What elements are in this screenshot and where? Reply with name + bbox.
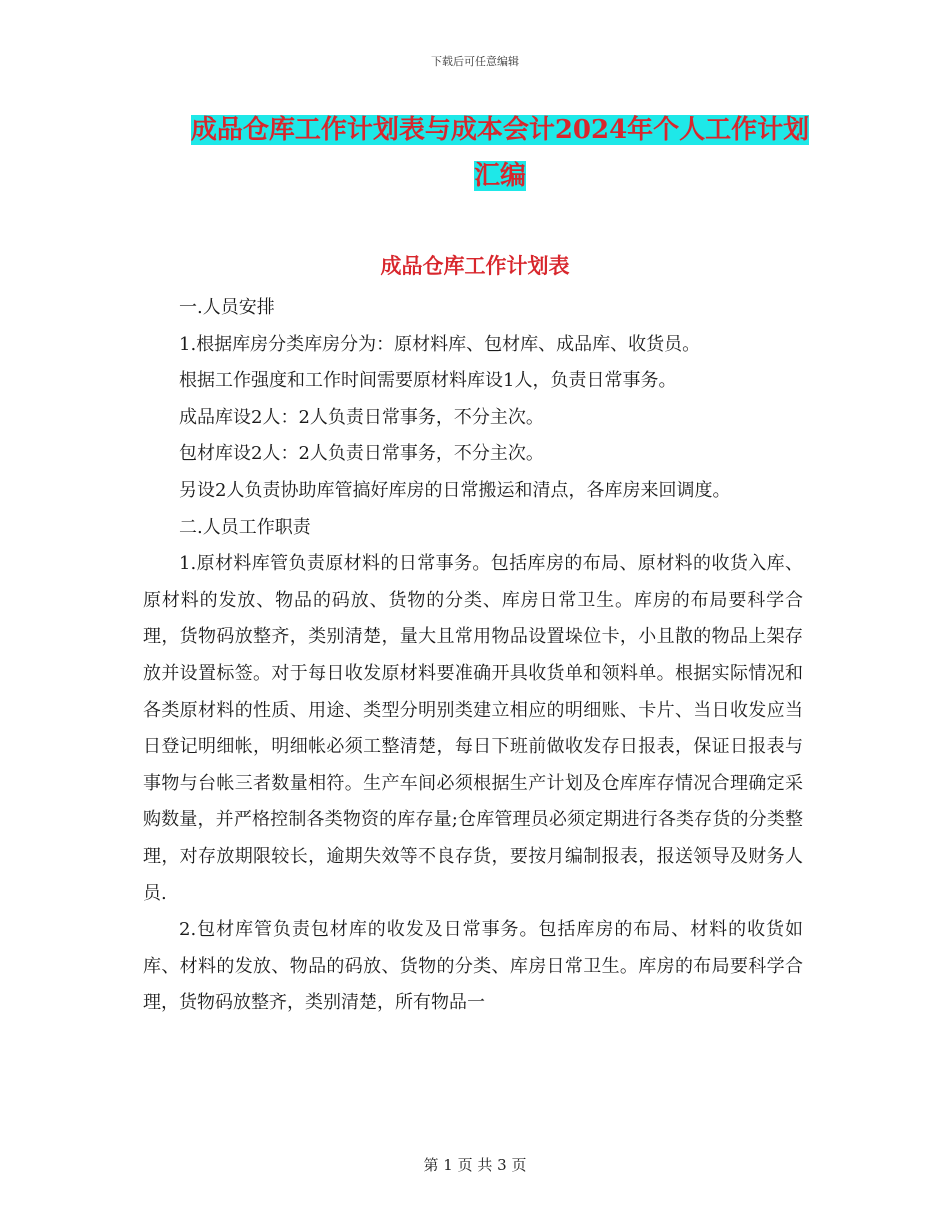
title-line-1: 成品仓库工作计划表与成本会计2024年个人工作计划 — [190, 115, 810, 145]
page-footer: 第 1 页 共 3 页 — [423, 1156, 527, 1174]
paragraph: 成品库设2人：2人负责日常事务，不分主次。 — [179, 406, 544, 428]
paragraph: 1.根据库房分类库房分为：原材料库、包材库、成品库、收货员。 — [179, 333, 701, 355]
paragraph: 一.人员安排 — [179, 297, 275, 318]
paragraph: 1.原材料库管负责原材料的日常事务。包括库房的布局、原材料的收货入库、原材料的发放、物品的码放、货物的分类、库房日常卫生。库房的布局要科学合理，货物码放整齐，类别清楚，量大且常用物品设置垛位卡，小且散的物品上架存放并设置标签。对于每日收发原材料要准确开具收货单和领料单。根据实际情况和各类原材料的性质、用途、类型分明别类建立相应的明细账、卡片、当日收发应当日登记明细帐，明细帐必须工整清楚，每日下班前做收发存日报表，保证日报表与事物与台帐三者数量相符。生产车间必须根据生产计划及仓库库存情况合理确定采购数量，并严格控制各类物资的库存量;仓库管理员必须定期进行各类存货的分类整理，对存放期限较长，逾期失效等不良存货，要按月编制报表，报送领导及财务人员. — [143, 553, 803, 904]
document-body — [143, 290, 803, 1022]
paragraph: 二.人员工作职责 — [179, 516, 311, 538]
document-title — [140, 107, 860, 199]
title-line-2: 汇编 — [473, 161, 526, 191]
paragraph: 根据工作强度和工作时间需要原材料库设1人，负责日常事务。 — [179, 370, 677, 392]
header-note: 下载后可任意编辑 — [431, 55, 519, 68]
section-title: 成品仓库工作计划表 — [380, 253, 570, 278]
paragraph: 另设2人负责协助库管搞好库房的日常搬运和清点，各库房来回调度。 — [179, 479, 731, 501]
paragraph: 包材库设2人：2人负责日常事务，不分主次。 — [179, 443, 544, 465]
paragraph: 2.包材库管负责包材库的收发及日常事务。包括库房的布局、材料的收货如库、材料的发放、物品的码放、货物的分类、库房日常卫生。库房的布局要科学合理，货物码放整齐，类别清楚，所有物品一 — [143, 919, 803, 1014]
